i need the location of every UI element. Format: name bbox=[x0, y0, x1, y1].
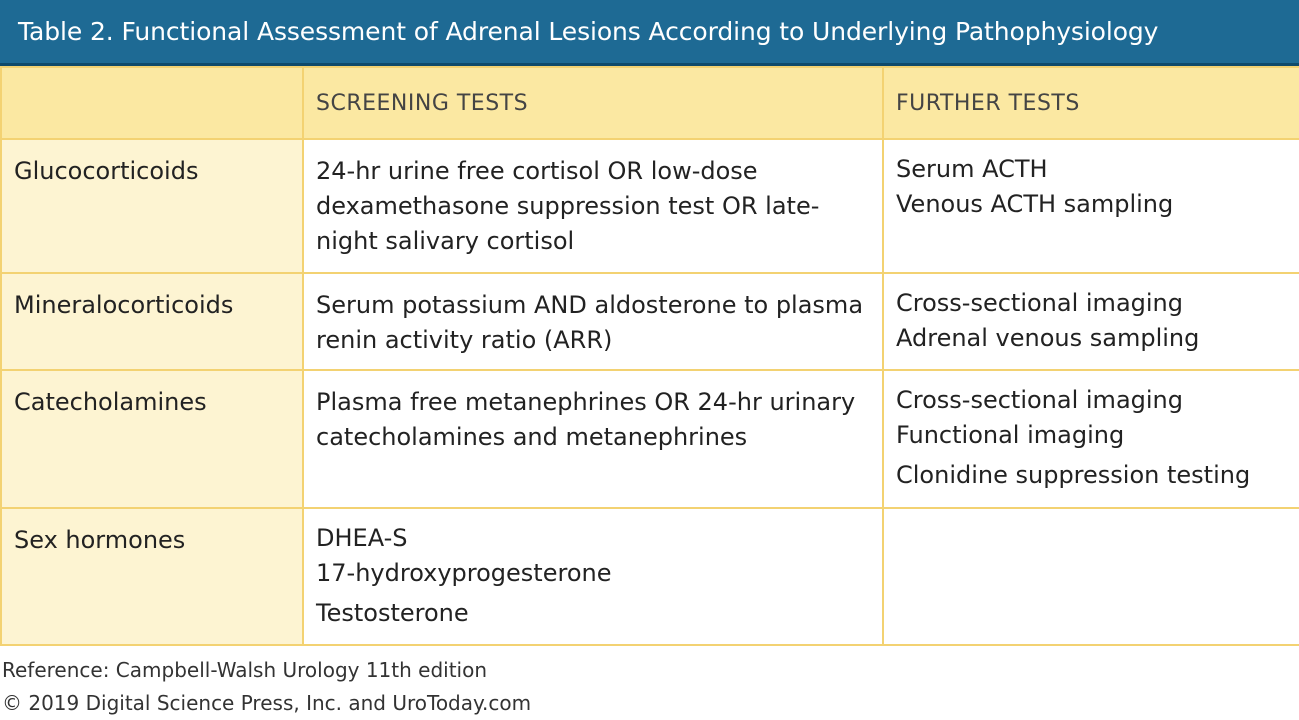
further-cell bbox=[883, 139, 1299, 273]
table-row bbox=[1, 508, 1299, 645]
row-label: Mineralocorticoids bbox=[1, 273, 303, 370]
table-row bbox=[1, 370, 1299, 508]
copyright-text: © 2019 Digital Science Press, Inc. and UroToday.com bbox=[2, 691, 532, 715]
screening-cell bbox=[303, 508, 883, 645]
screening-item: Plasma free metanephrines OR 24-hr urinary catecholamines and metanephrines bbox=[316, 388, 856, 451]
table-title: Table 2. Functional Assessment of Adrenal Lesions According to Underlying Pathophysiology bbox=[18, 17, 1159, 46]
row-label: Glucocorticoids bbox=[1, 139, 303, 273]
screening-cell bbox=[303, 139, 883, 273]
screening-cell bbox=[303, 273, 883, 370]
further-cell bbox=[883, 370, 1299, 508]
header-further-tests: FURTHER TESTS bbox=[883, 67, 1299, 139]
table-header-row bbox=[1, 67, 1299, 139]
further-cell-empty bbox=[883, 508, 1299, 645]
screening-item: DHEA-S bbox=[316, 524, 408, 552]
screening-item: Testosterone bbox=[316, 599, 469, 627]
header-empty-cell bbox=[1, 67, 303, 139]
footer bbox=[0, 654, 531, 720]
further-item: Cross-sectional imaging bbox=[896, 289, 1183, 317]
table-title-bar bbox=[0, 0, 1299, 67]
further-item: Serum ACTH bbox=[896, 155, 1048, 183]
row-label: Catecholamines bbox=[1, 370, 303, 508]
screening-item: 24-hr urine free cortisol OR low-dose dexamethasone suppression test OR late-night salivary cortisol bbox=[316, 157, 820, 255]
screening-item: 17-hydroxyprogesterone bbox=[316, 559, 612, 587]
screening-cell bbox=[303, 370, 883, 508]
table-row bbox=[1, 139, 1299, 273]
reference-text: Reference: Campbell-Walsh Urology 11th edition bbox=[2, 658, 488, 682]
further-item: Cross-sectional imaging bbox=[896, 386, 1183, 414]
further-item: Venous ACTH sampling bbox=[896, 190, 1174, 218]
further-item: Clonidine suppression testing bbox=[896, 461, 1251, 489]
assessment-table bbox=[0, 66, 1299, 646]
further-item: Adrenal venous sampling bbox=[896, 324, 1200, 352]
further-item: Functional imaging bbox=[896, 421, 1125, 449]
header-screening-tests: SCREENING TESTS bbox=[303, 67, 883, 139]
row-label: Sex hormones bbox=[1, 508, 303, 645]
screening-item: Serum potassium AND aldosterone to plasma renin activity ratio (ARR) bbox=[316, 291, 864, 354]
table-row bbox=[1, 273, 1299, 370]
further-cell bbox=[883, 273, 1299, 370]
